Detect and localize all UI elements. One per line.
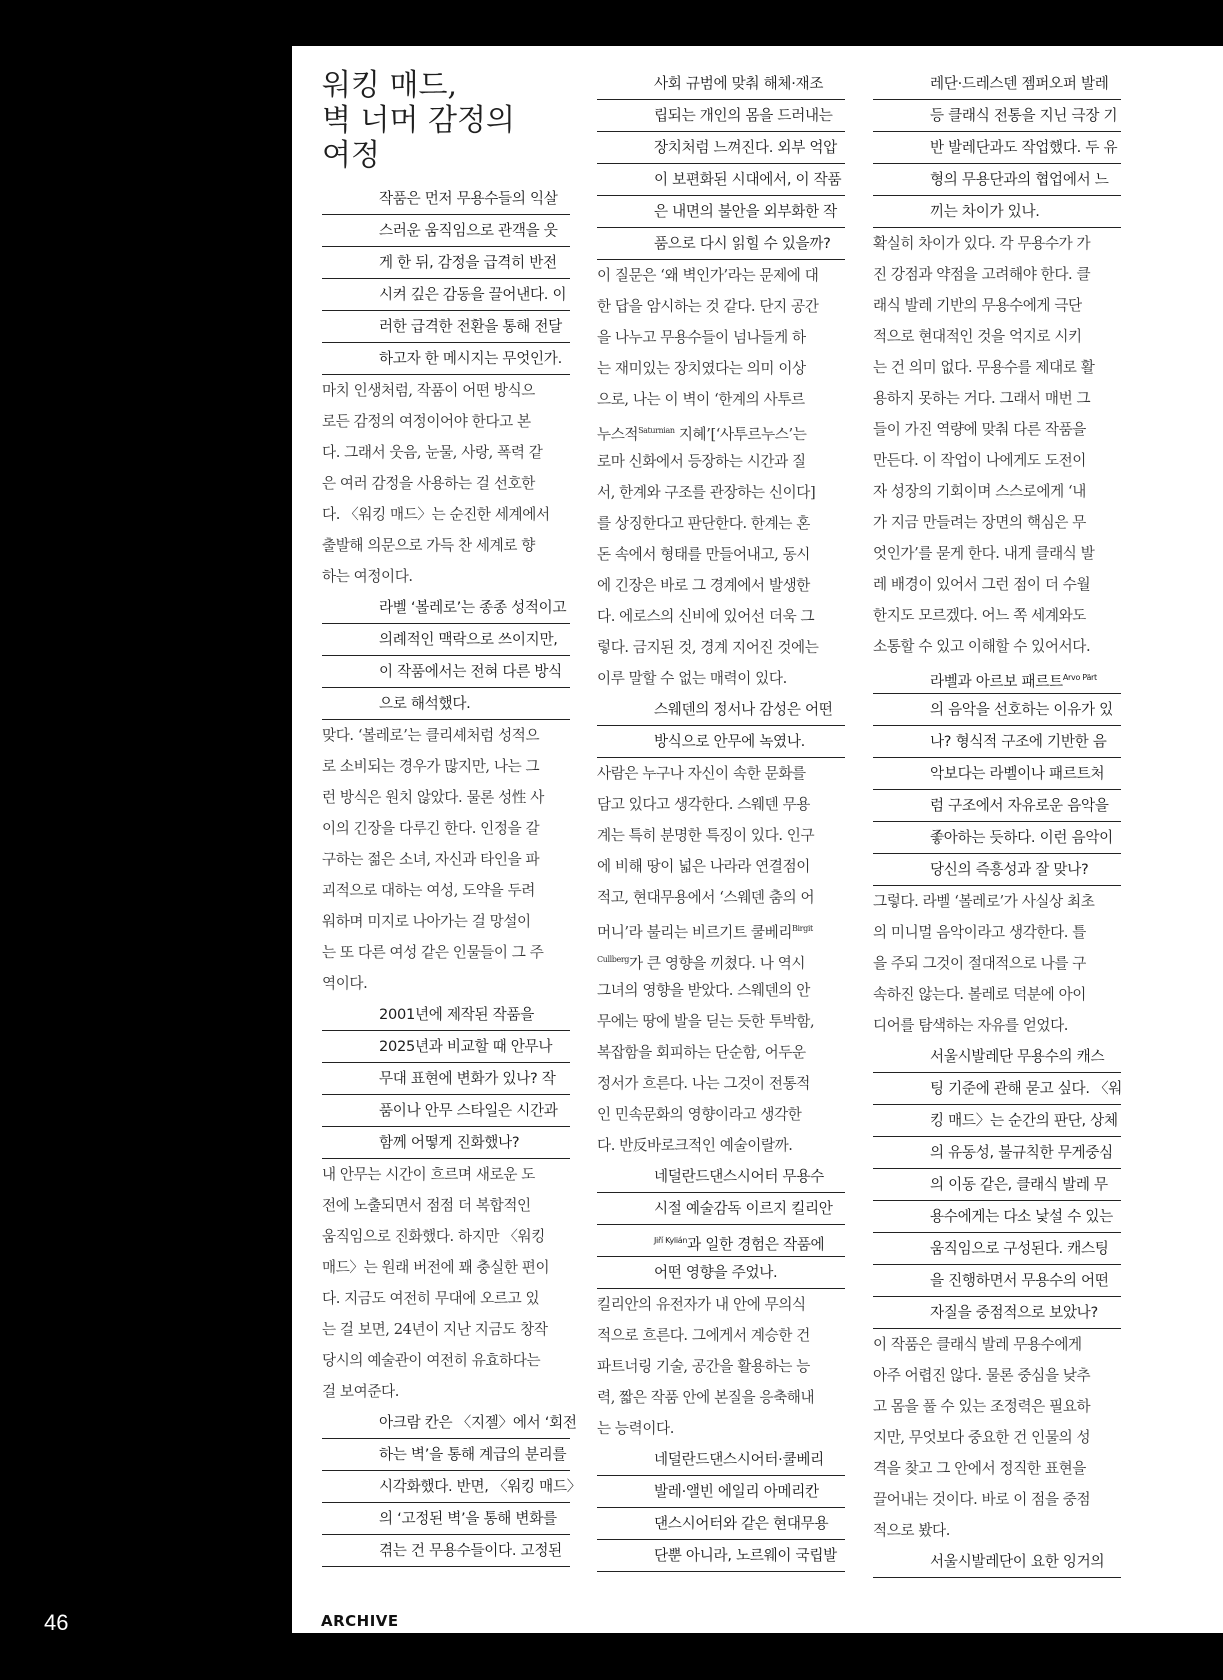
text-line: 괴적으로 대하는 여성, 도약을 두려 xyxy=(322,882,535,899)
text-line: 은 내면의 불안을 외부화한 작 xyxy=(597,196,845,228)
text-line: 의례적인 맥락으로 쓰이지만, xyxy=(322,624,570,656)
text-line: 을 나누고 무용수들이 넘나들게 하 xyxy=(597,329,806,346)
text-line: 좋아하는 듯하다. 이런 음악이 xyxy=(873,822,1121,854)
page-number: 46 xyxy=(44,1610,69,1635)
column-1-body xyxy=(322,183,582,1567)
text-line: 라벨 ‘볼레로’는 종종 성적이고 xyxy=(322,592,570,624)
text-line: 장치처럼 느껴진다. 외부 억압 xyxy=(597,132,845,164)
article-headline xyxy=(322,68,570,173)
text-line: 고 몸을 풀 수 있는 조정력은 필요하 xyxy=(873,1398,1091,1415)
text-line: 2001년에 제작된 작품을 xyxy=(322,999,570,1031)
text-line: 확실히 차이가 있다. 각 무용수가 가 xyxy=(873,235,1091,252)
text-line: 걸 보여준다. xyxy=(322,1383,399,1400)
column-2 xyxy=(597,68,845,1572)
text-line: 은 여러 감정을 사용하는 걸 선호한 xyxy=(322,475,535,492)
column-3-body xyxy=(873,68,1121,1578)
text-line: 자질을 중점적으로 보았나? xyxy=(873,1297,1121,1329)
text-line: 매드〉는 원래 버전에 꽤 충실한 편이 xyxy=(322,1259,550,1276)
text-line: 이 보편화된 시대에서, 이 작품 xyxy=(597,164,845,196)
text-line: 무에는 땅에 발을 딛는 듯한 투박함, xyxy=(597,1013,815,1030)
text-line: 로마 신화에서 등장하는 시간과 질 xyxy=(597,453,806,470)
text-line: 는 걸 보면, 24년이 지난 지금도 창작 xyxy=(322,1321,548,1338)
text-line: 적고, 현대무용에서 ‘스웨덴 춤의 어 xyxy=(597,889,815,906)
text-line: 품이나 안무 스타일은 시간과 xyxy=(322,1095,570,1127)
text-line: 어떤 영향을 주었나. xyxy=(597,1257,845,1289)
text-line: 용하지 못하는 거다. 그래서 매번 그 xyxy=(873,390,1091,407)
text-line: 내 안무는 시간이 흐르며 새로운 도 xyxy=(322,1166,535,1183)
interview-answer xyxy=(597,758,845,1161)
text-line: 한지도 모르겠다. 어느 쪽 세계와도 xyxy=(873,607,1086,624)
text-line: 등 클래식 전통을 지닌 극장 기 xyxy=(873,100,1121,132)
text-line: 정서가 흐른다. 나는 그것이 전통적 xyxy=(597,1075,810,1092)
interview-answer xyxy=(873,228,1121,662)
interview-answer xyxy=(873,886,1121,1041)
interview-question xyxy=(873,68,1121,228)
interview-question xyxy=(873,1546,1121,1578)
interview-answer xyxy=(873,1329,1121,1546)
interview-question xyxy=(597,68,845,260)
text-line: 역이다. xyxy=(322,975,368,992)
text-line: 2025년과 비교할 때 안무나 xyxy=(322,1031,570,1063)
text-line: 계는 특히 분명한 특징이 있다. 인구 xyxy=(597,827,815,844)
column-1 xyxy=(322,68,582,1567)
text-line: 당시의 예술관이 여전히 유효하다는 xyxy=(322,1352,541,1369)
text-line: 다. 그래서 웃음, 눈물, 사랑, 폭력 같 xyxy=(322,444,543,461)
text-line: 의 미니멀 음악이라고 생각한다. 틀 xyxy=(873,924,1086,941)
text-line: 움직임으로 진화했다. 하지만 〈워킹 xyxy=(322,1228,545,1245)
text-line: 하는 여정이다. xyxy=(322,568,413,585)
text-line: 디어를 탐색하는 자유를 얻었다. xyxy=(873,1017,1069,1034)
headline-line: 워킹 매드, xyxy=(322,68,457,103)
text-line: 에 긴장은 바로 그 경계에서 발생한 xyxy=(597,577,810,594)
text-line: 누스적$^{Saturnian}$ 지혜’[‘사투르누스’는 xyxy=(597,426,807,443)
text-line: 자 성장의 기회이며 스스로에게 ‘내 xyxy=(873,483,1086,500)
section-footer: ARCHIVE xyxy=(321,1612,399,1630)
headline-line: 여정 xyxy=(322,138,380,173)
text-line: 나? 형식적 구조에 기반한 음 xyxy=(873,726,1121,758)
text-line: 당신의 즉흥성과 잘 맞나? xyxy=(873,854,1121,886)
interview-question xyxy=(873,1041,1121,1329)
text-line: 사람은 누구나 자신이 속한 문화를 xyxy=(597,765,806,782)
text-line: 용수에게는 다소 낯설 수 있는 xyxy=(873,1201,1121,1233)
text-line: 그렇다. 라벨 ‘볼레로’가 사실상 최초 xyxy=(873,893,1095,910)
text-line: 레 배경이 있어서 그런 점이 더 수월 xyxy=(873,576,1091,593)
text-line: 이루 말할 수 없는 매력이 있다. xyxy=(597,670,787,687)
text-line: 다. 에로스의 신비에 있어선 더욱 그 xyxy=(597,608,815,625)
text-line: 인 민속문화의 영향이라고 생각한 xyxy=(597,1106,802,1123)
headline-line: 벽 너머 감정의 xyxy=(322,103,515,138)
column-3 xyxy=(873,68,1121,1578)
text-line: 마치 인생처럼, 작품이 어떤 방식으 xyxy=(322,382,535,399)
text-line: 아주 어렵진 않다. 물론 중심을 낮추 xyxy=(873,1367,1091,1384)
text-line: 무대 표현에 변화가 있나? 작 xyxy=(322,1063,570,1095)
text-line: 들이 가진 역량에 맞춰 다른 작품을 xyxy=(873,421,1086,438)
text-line: 파트너링 기술, 공간을 활용하는 능 xyxy=(597,1358,810,1375)
text-line: 돈 속에서 형태를 만들어내고, 동시 xyxy=(597,546,810,563)
text-line: 품으로 다시 읽힐 수 있을까? xyxy=(597,228,845,260)
text-line: 적으로 봤다. xyxy=(873,1522,950,1539)
text-line: 다. 〈워킹 매드〉는 순진한 세계에서 xyxy=(322,506,550,523)
text-line: 킬리안의 유전자가 내 안에 무의식 xyxy=(597,1296,806,1313)
column-2-body xyxy=(597,68,845,1572)
text-line: 스러운 움직임으로 관객을 웃 xyxy=(322,215,570,247)
text-line: 의 ‘고정된 벽’을 통해 변화를 xyxy=(322,1503,570,1535)
text-line: 런 방식은 원치 않았다. 물론 성性 사 xyxy=(322,789,544,806)
text-line: 는 건 의미 없다. 무용수를 제대로 활 xyxy=(873,359,1095,376)
text-line: 을 주되 그것이 절대적으로 나를 구 xyxy=(873,955,1086,972)
text-line: 함께 어떻게 진화했나? xyxy=(322,1127,570,1159)
interview-question xyxy=(322,183,570,375)
text-line: 출발해 의문으로 가득 찬 세계로 향 xyxy=(322,537,535,554)
text-line: 워하며 미지로 나아가는 걸 망설이 xyxy=(322,913,531,930)
interview-answer xyxy=(597,260,845,694)
text-line: 는 능력이다. xyxy=(597,1420,674,1437)
text-line: 소통할 수 있고 이해할 수 있어서다. xyxy=(873,638,1091,655)
interview-question xyxy=(597,1444,845,1572)
text-line: 엇인가’를 묻게 한다. 내게 클래식 발 xyxy=(873,545,1095,562)
interview-answer xyxy=(322,1159,570,1407)
text-line: 머니’라 불리는 비르기트 쿨베리$^{Birgit}$ xyxy=(597,924,813,941)
text-line: 전에 노출되면서 점점 더 복합적인 xyxy=(322,1197,531,1214)
text-line: 시각화했다. 반면, 〈워킹 매드〉 xyxy=(322,1471,570,1503)
text-line: 댄스시어터와 같은 현대무용 xyxy=(597,1508,845,1540)
text-line: 으로 해석했다. xyxy=(322,688,570,720)
text-line: 하는 벽’을 통해 계급의 분리를 xyxy=(322,1439,570,1471)
text-line: 을 진행하면서 무용수의 어떤 xyxy=(873,1265,1121,1297)
text-line: 서울시발레단이 요한 잉거의 xyxy=(873,1546,1121,1578)
interview-question xyxy=(597,1161,845,1289)
text-line: 방식으로 안무에 녹였나. xyxy=(597,726,845,758)
text-line: 담고 있다고 생각한다. 스웨덴 무용 xyxy=(597,796,810,813)
text-line: 이 질문은 ‘왜 벽인가’라는 문제에 대 xyxy=(597,267,819,284)
text-line: 속하진 않는다. 볼레로 덕분에 아이 xyxy=(873,986,1086,1003)
text-line: 만든다. 이 작업이 나에게도 도전이 xyxy=(873,452,1086,469)
text-line: 으로, 나는 이 벽이 ‘한계의 사투르 xyxy=(597,391,805,408)
text-line: 시절 예술감독 이르지 킬리안 xyxy=(597,1193,845,1225)
text-line: 끌어내는 것이다. 바로 이 점을 중점 xyxy=(873,1491,1091,1508)
text-line: 격을 찾고 그 안에서 정직한 표현을 xyxy=(873,1460,1086,1477)
text-line: 발레·앨빈 에일리 아메리칸 xyxy=(597,1476,845,1508)
text-line: 진 강점과 약점을 고려해야 한다. 클 xyxy=(873,266,1091,283)
text-line: 이의 긴장을 다루긴 한다. 인정을 갈 xyxy=(322,820,540,837)
interview-question xyxy=(322,1407,582,1567)
text-line: 적으로 흐른다. 그에게서 계승한 건 xyxy=(597,1327,810,1344)
text-line: 는 또 다른 여성 같은 인물들이 그 주 xyxy=(322,944,544,961)
text-line: 에 비해 땅이 넓은 나라라 연결점이 xyxy=(597,858,810,875)
text-line: 사회 규범에 맞춰 해체·재조 xyxy=(597,68,845,100)
text-line: 럼 구조에서 자유로운 음악을 xyxy=(873,790,1121,822)
text-line: 네덜란드댄스시어터 무용수 xyxy=(597,1161,845,1193)
text-line: $^{Jiří Kylián}$과 일한 경험은 작품에 xyxy=(597,1225,845,1257)
interview-question xyxy=(597,694,845,758)
text-line: 네덜란드댄스시어터·쿨베리 xyxy=(597,1444,845,1476)
text-line: 킹 매드〉는 순간의 판단, 상체 xyxy=(873,1105,1121,1137)
text-line: 겪는 건 무용수들이다. 고정된 xyxy=(322,1535,570,1567)
text-line: 라벨과 아르보 패르트$^{Arvo Pärt}$ xyxy=(873,662,1121,694)
text-line: 립되는 개인의 몸을 드러내는 xyxy=(597,100,845,132)
text-line: 팅 기준에 관해 묻고 싶다. 〈워 xyxy=(873,1073,1121,1105)
text-line: 서울시발레단 무용수의 캐스 xyxy=(873,1041,1121,1073)
text-line: 의 음악을 선호하는 이유가 있 xyxy=(873,694,1121,726)
text-line: 적으로 현대적인 것을 억지로 시키 xyxy=(873,328,1082,345)
text-line: 작품은 먼저 무용수들의 익살 xyxy=(322,183,570,215)
text-line: 렇다. 금지된 것, 경계 지어진 것에는 xyxy=(597,639,819,656)
text-line: 지만, 무엇보다 중요한 건 인물의 성 xyxy=(873,1429,1091,1446)
text-line: 한 답을 암시하는 것 같다. 단지 공간 xyxy=(597,298,819,315)
text-line: 다. 반反바로크적인 예술이랄까. xyxy=(597,1137,793,1154)
text-line: 시켜 깊은 감동을 끌어낸다. 이 xyxy=(322,279,570,311)
text-line: 레단·드레스덴 젬퍼오퍼 발레 xyxy=(873,68,1121,100)
text-line: 이 작품에서는 전혀 다른 방식 xyxy=(322,656,570,688)
text-line: 로 소비되는 경우가 많지만, 나는 그 xyxy=(322,758,540,775)
text-line: 하고자 한 메시지는 무엇인가. xyxy=(322,343,570,375)
interview-question xyxy=(322,592,570,720)
text-line: 복잡함을 회피하는 단순함, 어두운 xyxy=(597,1044,806,1061)
text-line: 단뿐 아니라, 노르웨이 국립발 xyxy=(597,1540,845,1572)
text-line: 러한 급격한 전환을 통해 전달 xyxy=(322,311,570,343)
interview-question xyxy=(873,662,1121,886)
text-line: 이 작품은 클래식 발레 무용수에게 xyxy=(873,1336,1082,1353)
text-line: 의 이동 같은, 클래식 발레 무 xyxy=(873,1169,1121,1201)
text-line: 의 유동성, 불규칙한 무게중심 xyxy=(873,1137,1121,1169)
text-line: 게 한 뒤, 감정을 급격히 반전 xyxy=(322,247,570,279)
text-line: 형의 무용단과의 협업에서 느 xyxy=(873,164,1121,196)
text-line: 구하는 젊은 소녀, 자신과 타인을 파 xyxy=(322,851,540,868)
text-line: 로든 감정의 여정이어야 한다고 본 xyxy=(322,413,531,430)
text-line: 그녀의 영향을 받았다. 스웨덴의 안 xyxy=(597,982,810,999)
text-line: 력, 짧은 작품 안에 본질을 응축해내 xyxy=(597,1389,815,1406)
text-line: 는 재미있는 장치였다는 의미 이상 xyxy=(597,360,806,377)
text-line: $^{Cullberg}$가 큰 영향을 끼쳤다. 나 역시 xyxy=(597,955,806,972)
text-line: 를 상징한다고 판단한다. 한계는 혼 xyxy=(597,515,810,532)
text-line: 래식 발레 기반의 무용수에게 극단 xyxy=(873,297,1082,314)
text-line: 악보다는 라벨이나 패르트처 xyxy=(873,758,1121,790)
text-line: 가 지금 만들려는 장면의 핵심은 무 xyxy=(873,514,1086,531)
text-line: 끼는 차이가 있나. xyxy=(873,196,1121,228)
text-line: 서, 한계와 구조를 관장하는 신이다] xyxy=(597,484,816,501)
text-line: 반 발레단과도 작업했다. 두 유 xyxy=(873,132,1121,164)
text-line: 맞다. ‘볼레로’는 클리셰처럼 성적으 xyxy=(322,727,540,744)
interview-answer xyxy=(322,375,570,592)
interview-answer xyxy=(597,1289,845,1444)
text-line: 스웨덴의 정서나 감성은 어떤 xyxy=(597,694,845,726)
text-line: 움직임으로 구성된다. 캐스팅 xyxy=(873,1233,1121,1265)
interview-answer xyxy=(322,720,570,999)
magazine-page xyxy=(292,46,1223,1633)
text-line: 아크람 칸은 〈지젤〉에서 ‘회전 xyxy=(322,1407,570,1439)
interview-question xyxy=(322,999,570,1159)
text-line: 다. 지금도 여전히 무대에 오르고 있 xyxy=(322,1290,540,1307)
